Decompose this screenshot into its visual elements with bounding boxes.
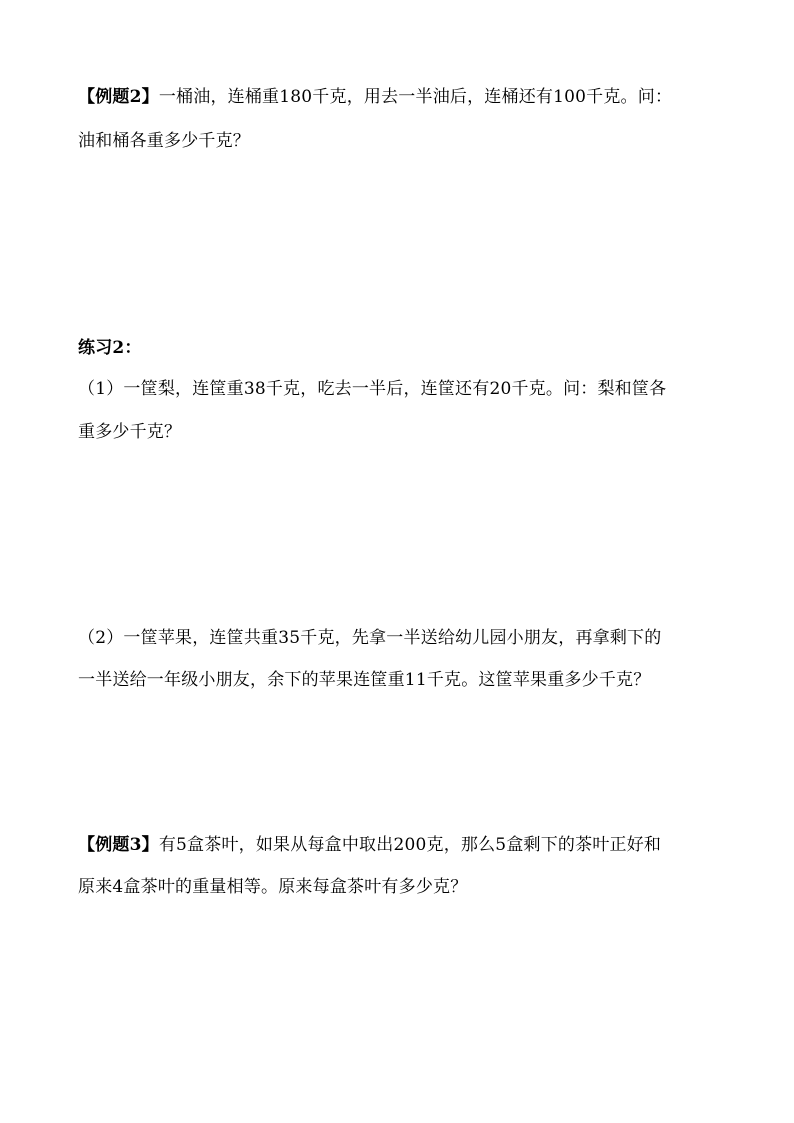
example2-text-line1: 一桶油，连桶重180千克，用去一半油后，连桶还有100千克。问： (158, 87, 673, 107)
practice2-q1-line1: （1）一筐梨，连筐重38千克，吃去一半后，连筐还有20千克。问：梨和筐各 (78, 379, 667, 399)
practice2-q2-line2: 一半送给一年级小朋友，余下的苹果连筐重11千克。这筐苹果重多少千克？ (78, 670, 651, 690)
example3-question-line2: 原来4盒茶叶的重量相等。原来每盒茶叶有多少克？ (78, 877, 468, 897)
practice2-heading: 练习2： (78, 338, 142, 358)
example3-label: 【例题3】 (78, 835, 159, 855)
practice2-q1-line2: 重多少千克？ (78, 422, 182, 442)
example3-text-line1: 有5盒茶叶，如果从每盒中取出200克，那么5盒剩下的茶叶正好和 (158, 835, 662, 855)
example2-question-line1 (78, 86, 672, 108)
practice2-q2-line1: （2）一筐苹果，连筐共重35千克，先拿一半送给幼儿园小朋友，再拿剩下的 (78, 628, 662, 648)
example2-question-line2: 油和桶各重多少千克？ (78, 131, 250, 151)
example3-question-line1 (78, 834, 661, 856)
example2-label: 【例题2】 (78, 87, 159, 107)
